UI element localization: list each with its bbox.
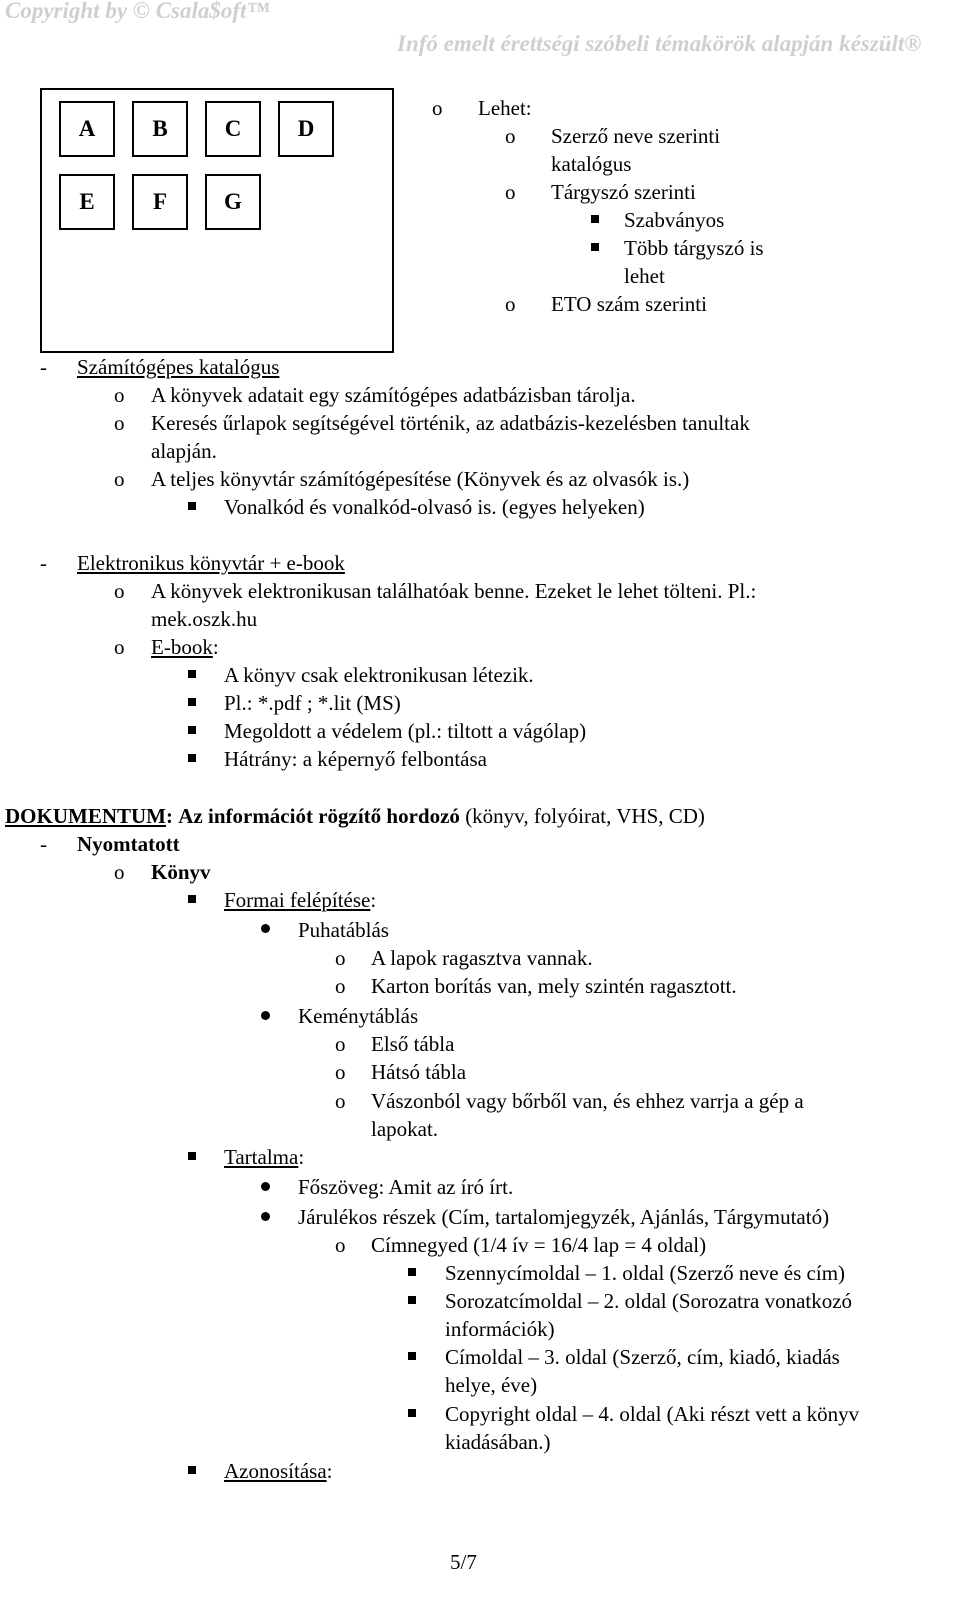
dash-marker: - [40,355,47,379]
auxiliary-item: Járulékos részek (Cím, tartalomjegyzék, Ajánlás, Tárgymutató) [298,1205,830,1229]
square-bullet-icon [408,1268,416,1276]
ebook-colon: : [212,635,219,659]
round-bullet-icon [261,1182,270,1191]
bullet-o-marker: o [335,1089,346,1113]
bullet-o-marker: o [114,860,125,884]
ebook-item: Hátrány: a képernyő felbontása [224,747,487,771]
ebook-item: Pl.: *.pdf ; *.lit (MS) [224,691,401,715]
hardcover-sub: Hátsó tábla [371,1060,467,1084]
subject-item-cont: lehet [624,264,665,288]
square-bullet-icon [188,1152,196,1160]
ebook-heading [151,633,219,661]
eto-catalog: ETO szám szerinti [551,292,707,316]
catalog-types-title: Lehet: [478,96,532,120]
identification-heading [224,1457,333,1485]
id-label: Azonosítása [224,1459,327,1483]
title-quad-item: Címnegyed (1/4 ív = 16/4 lap = 4 oldal) [371,1233,707,1257]
catalog-box-e: E [59,174,115,230]
dash-marker: - [40,832,47,856]
barcode-item: Vonalkód és vonalkód-olvasó is. (egyes helyeken) [224,495,645,519]
bullet-o-marker: o [335,1032,346,1056]
computer-catalog-item: A könyvek adatait egy számítógépes adatbázisban tárolja. [151,383,636,407]
computer-catalog-item: Keresés űrlapok segítségével történik, az adatbázis-kezelésben tanultak [151,411,750,435]
bullet-o-marker: o [114,383,125,407]
square-bullet-icon [188,1466,196,1474]
catalog-box-c: C [205,101,261,157]
title-page-item-cont: helye, éve) [445,1373,538,1397]
bullet-o-marker: o [114,411,125,435]
catalog-box-a: A [59,101,115,157]
content-colon: : [298,1145,305,1169]
softcover-item: Puhatáblás [298,918,389,942]
square-bullet-icon [188,754,196,762]
document-definition-bold: Az információt rögzítő hordozó [178,804,460,828]
square-bullet-icon [188,726,196,734]
bullet-o-marker: o [505,292,516,316]
square-bullet-icon [188,895,196,903]
round-bullet-icon [261,924,270,933]
square-bullet-icon [188,502,196,510]
subject-item: Szabványos [624,208,725,232]
hardcover-sub-cont: lapokat. [371,1117,439,1141]
ebook-item: Megoldott a védelem (pl.: tiltott a vágólap) [224,719,587,743]
book-heading: Könyv [151,860,211,884]
page-number: 5/7 [450,1550,477,1574]
square-bullet-icon [408,1352,416,1360]
catalog-box-f: F [132,174,188,230]
formal-label: Formai felépítése [224,888,371,912]
title-page-item: Copyright oldal – 4. oldal (Aki részt vett a könyv [445,1402,860,1426]
bullet-o-marker: o [432,96,443,120]
author-catalog-cont: katalógus [551,152,632,176]
title-page-item: Szennycímoldal – 1. oldal (Szerző neve és cím) [445,1261,846,1285]
title-page-item: Sorozatcímoldal – 2. oldal (Sorozatra vonatkozó [445,1289,853,1313]
catalog-box-b: B [132,101,188,157]
bullet-o-marker: o [114,635,125,659]
hardcover-item: Keménytáblás [298,1004,419,1028]
softcover-sub: Karton borítás van, mely szintén ragasztott. [371,974,737,998]
catalog-box-d: D [278,101,334,157]
author-catalog: Szerző neve szerinti [551,124,721,148]
electronic-item-cont: mek.oszk.hu [151,607,258,631]
bullet-o-marker: o [505,180,516,204]
round-bullet-icon [261,1212,270,1221]
catalog-box-g: G [205,174,261,230]
printed-heading: Nyomtatott [77,832,180,856]
bullet-o-marker: o [114,467,125,491]
square-bullet-icon [188,698,196,706]
computer-catalog-item: A teljes könyvtár számítógépesítése (Könyvek és az olvasók is.) [151,467,690,491]
ebook-item: A könyv csak elektronikusan létezik. [224,663,534,687]
square-bullet-icon [408,1296,416,1304]
formal-structure-heading [224,886,376,914]
main-text-item: Főszöveg: Amit az író írt. [298,1175,514,1199]
bullet-o-marker: o [114,579,125,603]
title-page-item-cont: kiadásában.) [445,1430,551,1454]
bullet-o-marker: o [335,974,346,998]
formal-colon: : [370,888,377,912]
computer-catalog-item-cont: alapján. [151,439,217,463]
subject-item: Több tárgyszó is [624,236,764,260]
ebook-label: E-book [151,635,213,659]
square-bullet-icon [591,215,599,223]
id-colon: : [326,1459,333,1483]
bullet-o-marker: o [335,946,346,970]
electronic-library-heading: Elektronikus könyvtár + e-book [77,551,345,575]
hardcover-sub: Vászonból vagy bőrből van, és ehhez varrja a gép a [371,1089,804,1113]
content-heading [224,1143,304,1171]
bullet-o-marker: o [335,1233,346,1257]
title-page-item: Címoldal – 3. oldal (Szerző, cím, kiadó, kiadás [445,1345,840,1369]
square-bullet-icon [408,1409,416,1417]
round-bullet-icon [261,1011,270,1020]
square-bullet-icon [591,243,599,251]
dash-marker: - [40,551,47,575]
document-examples: (könyv, folyóirat, VHS, CD) [465,804,705,828]
document-definition [5,802,705,830]
softcover-sub: A lapok ragasztva vannak. [371,946,593,970]
electronic-item: A könyvek elektronikusan találhatóak benne. Ezeket le lehet tölteni. Pl.: [151,579,757,603]
document-term: DOKUMENTUM [5,804,166,828]
hardcover-sub: Első tábla [371,1032,455,1056]
subject-catalog: Tárgyszó szerinti [551,180,696,204]
bullet-o-marker: o [335,1060,346,1084]
square-bullet-icon [188,670,196,678]
bullet-o-marker: o [505,124,516,148]
content-label: Tartalma [224,1145,299,1169]
title-page-item-cont: információk) [445,1317,555,1341]
header-copyright: Copyright by © Csala$oft™ [5,0,270,23]
document-colon: : [166,804,173,828]
computer-catalog-heading: Számítógépes katalógus [77,355,280,379]
header-title: Infó emelt érettségi szóbeli témakörök alapján készült® [397,31,922,56]
